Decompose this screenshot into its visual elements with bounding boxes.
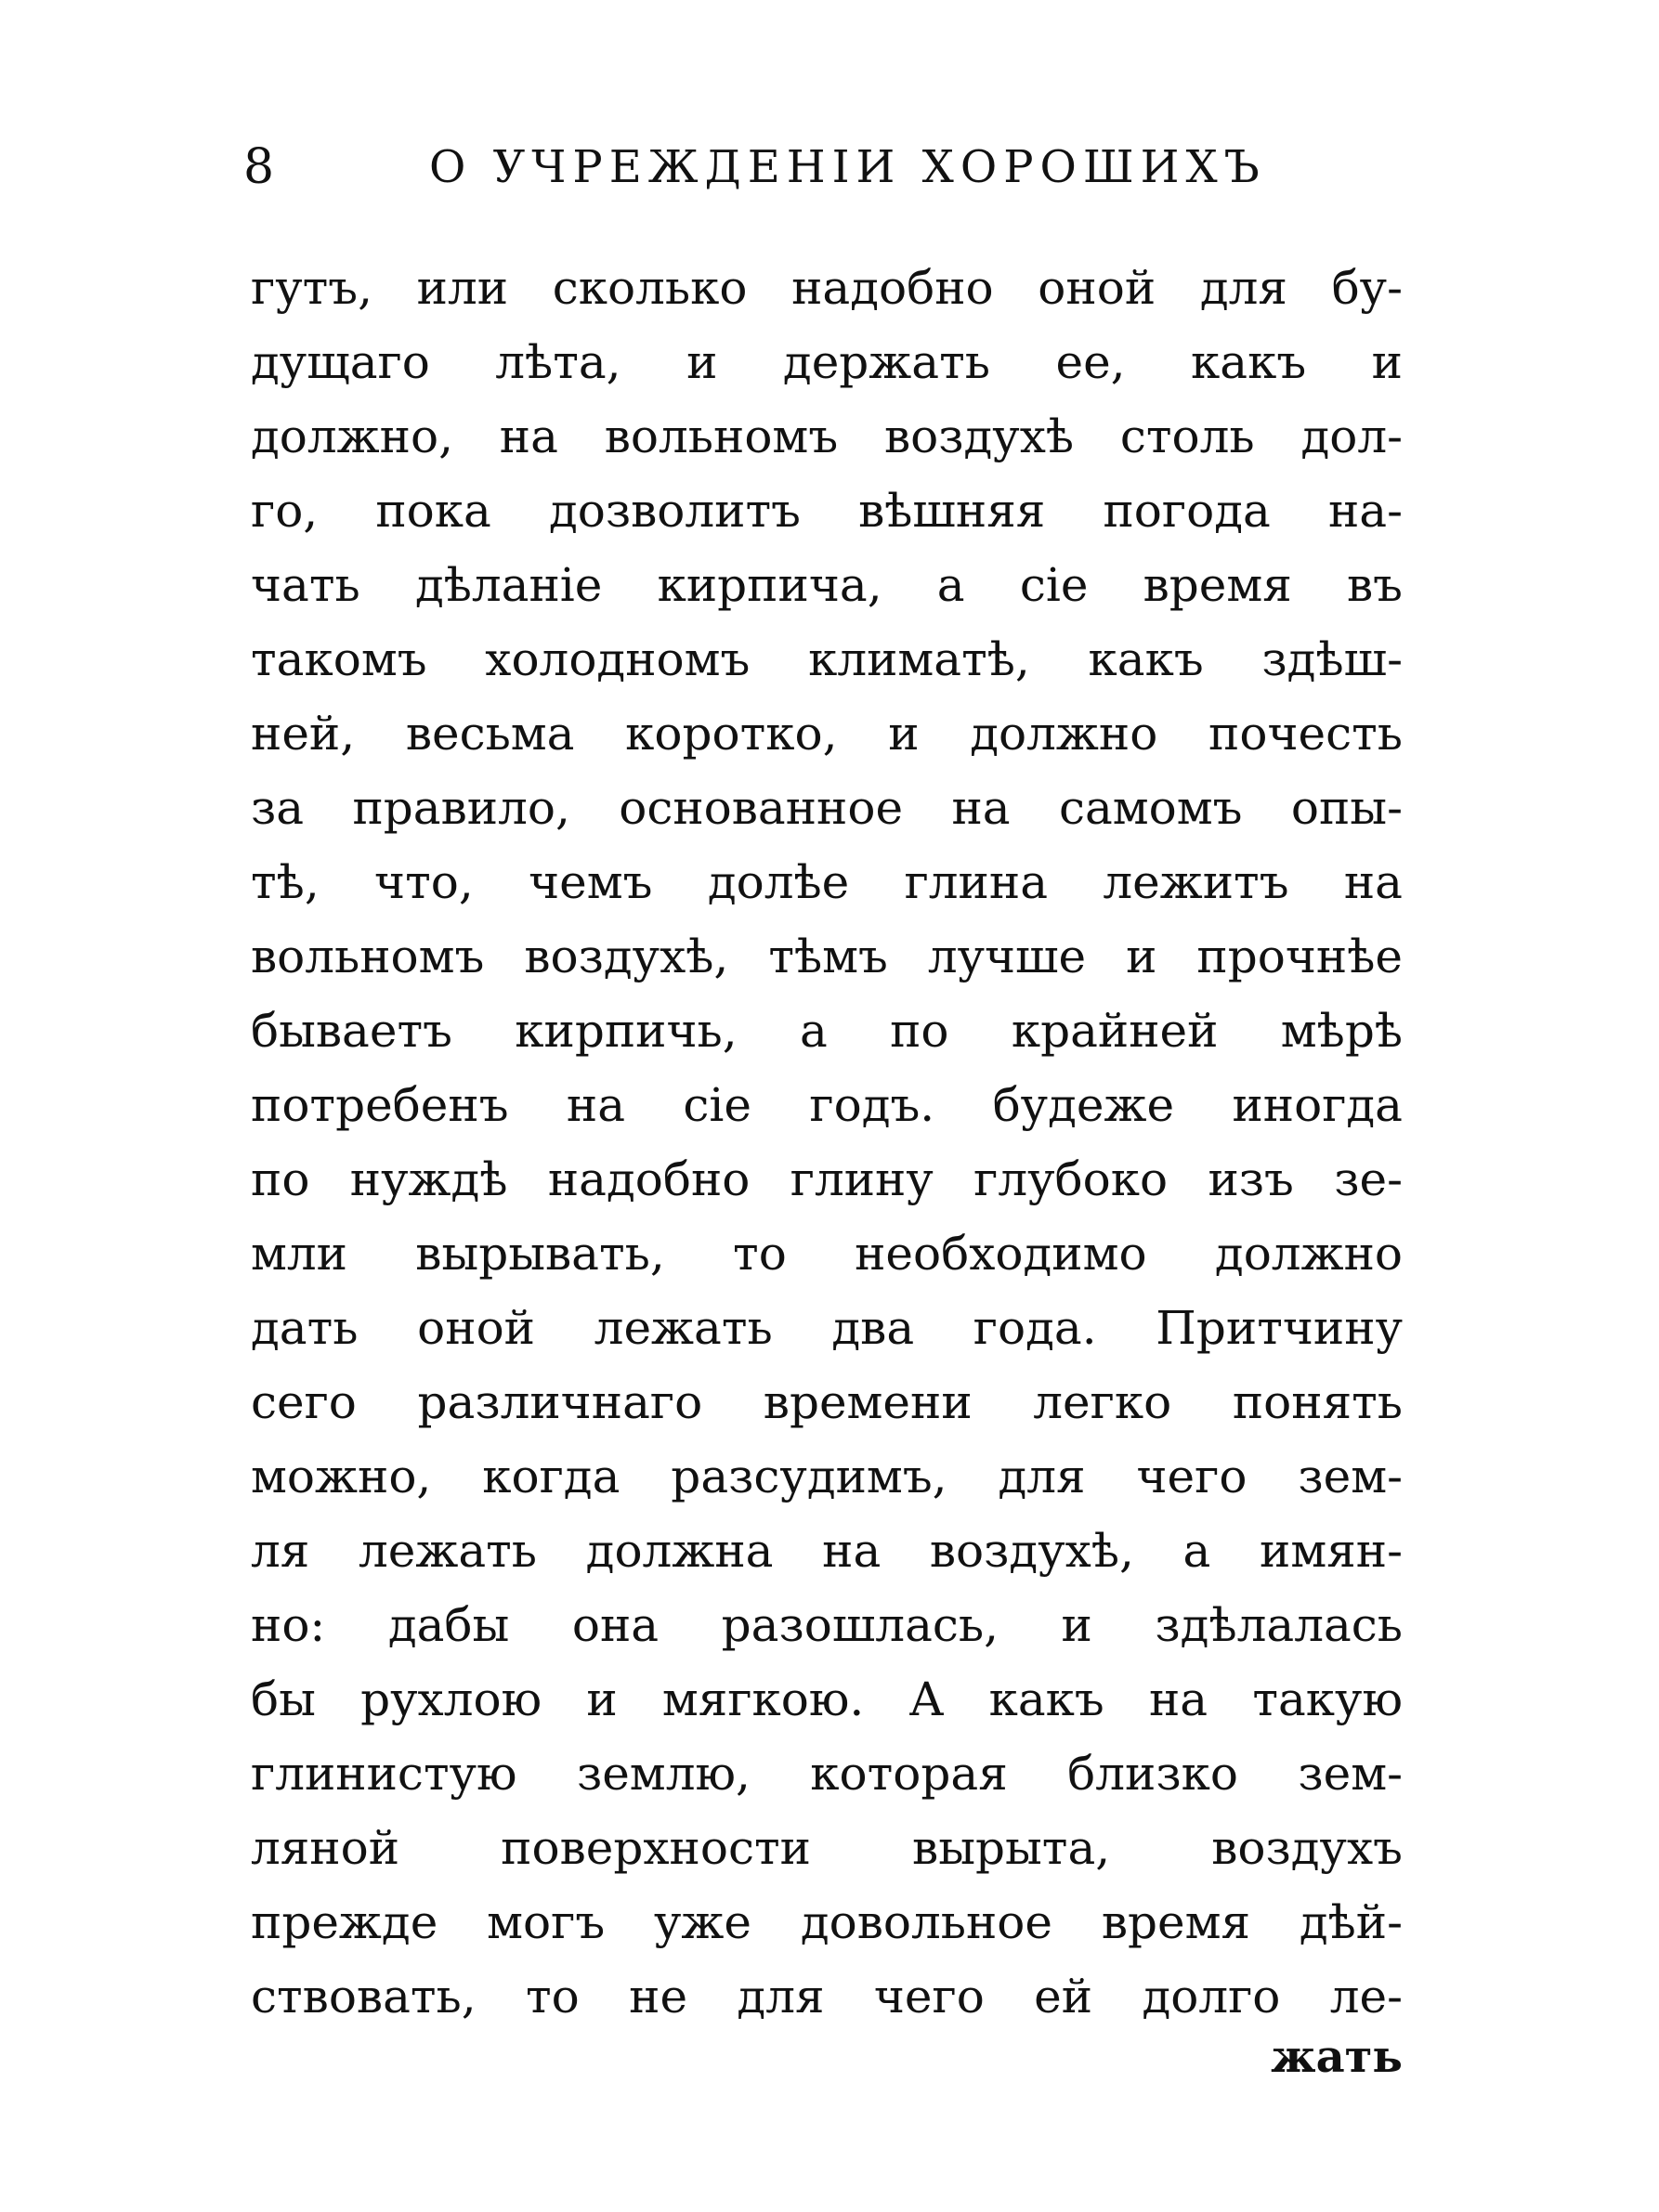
text-line: по нуждѣ надобно глину глубоко изъ зе- xyxy=(251,1152,1403,1206)
text-line: дать оной лежать два года. Притчину xyxy=(251,1301,1403,1355)
text-line: чать дѣланіе кирпича, а сіе время въ xyxy=(251,558,1403,612)
text-line: тѣ, что, чемъ долѣе глина лежитъ на xyxy=(251,855,1403,909)
text-line: должно, на вольномъ воздухѣ столь дол- xyxy=(251,410,1403,463)
text-line: сего различнаго времени легко понять xyxy=(251,1375,1403,1429)
text-line: потребенъ на сіе годъ. будеже иногда xyxy=(251,1078,1403,1132)
text-line: го, пока дозволитъ вѣшняя погода на- xyxy=(251,484,1403,538)
running-head: О УЧРЕЖДЕНІИ ХОРОШИХЪ xyxy=(429,141,1266,193)
catchword: жать xyxy=(1271,2031,1403,2083)
text-line: глинистую землю, которая близко зем- xyxy=(251,1747,1403,1801)
page-header xyxy=(243,130,1414,204)
page-number: 8 xyxy=(243,139,275,195)
text-line: ней, весьма коротко, и должно почесть xyxy=(251,707,1403,761)
text-line: прежде могъ уже довольное время дѣй- xyxy=(251,1895,1403,1949)
text-line: за правило, основанное на самомъ опы- xyxy=(251,781,1403,835)
text-line: но: дабы она разошлась, и здѣлалась xyxy=(251,1598,1403,1652)
text-line: дущаго лѣта, и держать ее, какъ и xyxy=(251,335,1403,389)
text-line: можно, когда разсудимъ, для чего зем- xyxy=(251,1450,1403,1503)
text-line: бы рухлою и мягкою. А какъ на такую xyxy=(251,1672,1403,1726)
text-line: такомъ холодномъ климатѣ, какъ здѣш- xyxy=(251,632,1403,686)
text-line: бываетъ кирпичь, а по крайней мѣрѣ xyxy=(251,1004,1403,1058)
text-line: мли вырывать, то необходимо должно xyxy=(251,1227,1403,1281)
text-line: ля лежать должна на воздухѣ, а имян- xyxy=(251,1524,1403,1578)
text-line: гутъ, или сколько надобно оной для бу- xyxy=(251,261,1403,315)
text-line: вольномъ воздухѣ, тѣмъ лучше и прочнѣе xyxy=(251,930,1403,983)
body-text xyxy=(251,251,1403,2034)
text-line: ствовать, то не для чего ей долго ле- xyxy=(251,1970,1403,2023)
text-line: ляной поверхности вырыта, воздухъ xyxy=(251,1821,1403,1875)
